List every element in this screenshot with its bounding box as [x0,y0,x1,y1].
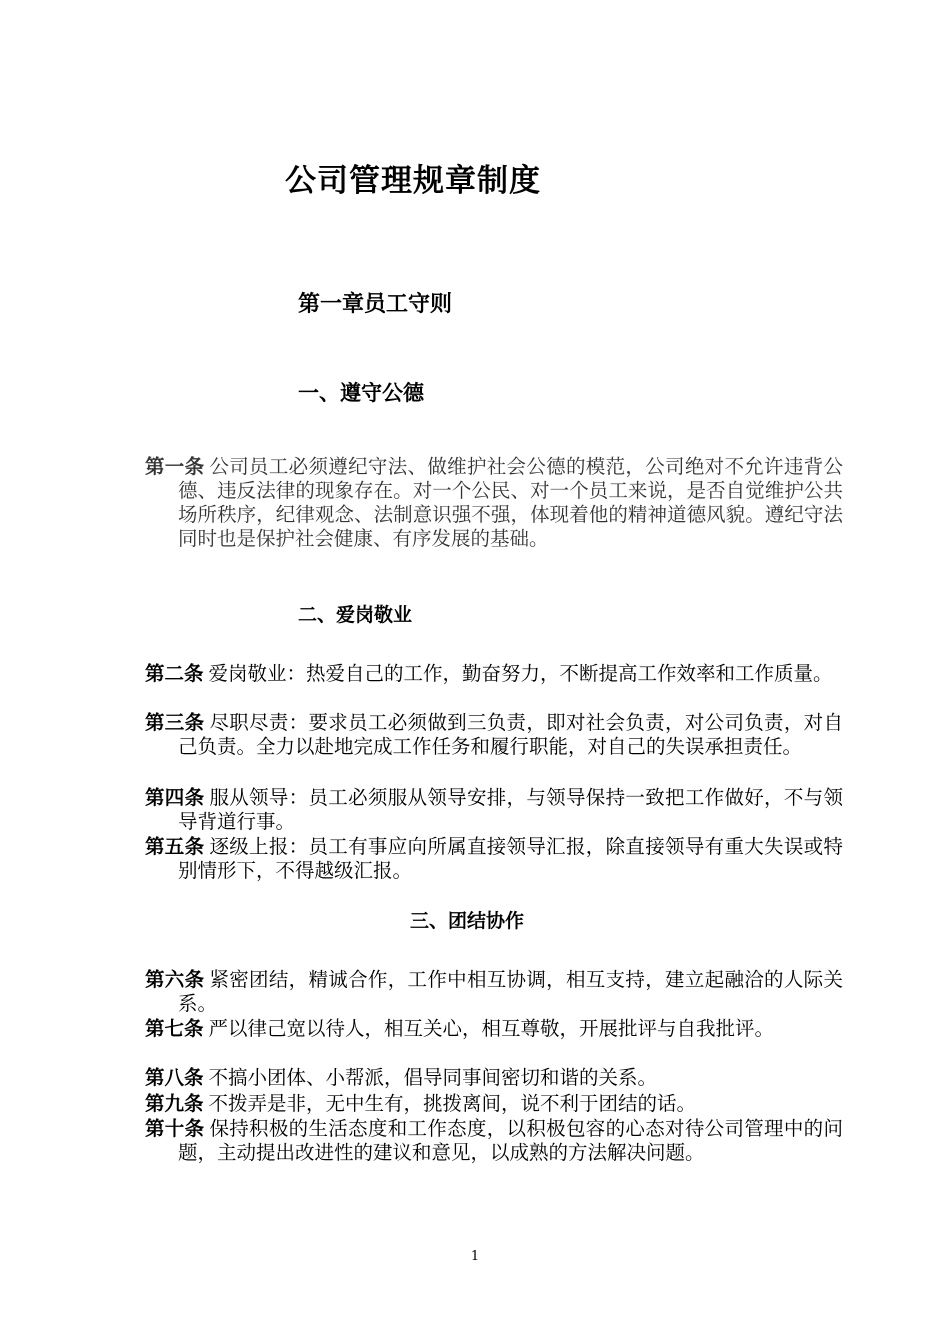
article-label: 第四条 [145,786,205,809]
article-label: 第五条 [145,835,205,858]
article-7 [145,1017,843,1041]
article-5 [145,835,843,883]
section-heading-2: 二、爱岗敬业 [298,604,413,626]
article-text: 严以律己宽以待人，相互关心，相互尊敬，开展批评与自我批评。 [208,1017,775,1040]
article-3 [145,711,843,759]
article-label: 第八条 [145,1066,204,1089]
article-label: 第七条 [145,1017,204,1040]
article-text: 公司员工必须遵纪守法、做维护社会公德的模范，公司绝对不允许违背公德、违反法律的现象存在。对一个公民、对一个员工来说，是否自觉维护公共场所秩序，纪律观念、法制意识强不强，体现着他的精神道德风貌。遵纪守法同时也是保护社会健康、有序发展的基础。 [178,455,843,550]
article-4 [145,786,843,834]
article-text: 尽职尽责：要求员工必须做到三负责，即对社会负责，对公司负责，对自己负责。全力以赴地完成工作任务和履行职能，对自己的失误承担责任。 [178,711,843,758]
article-label: 第六条 [145,968,205,991]
article-text: 逐级上报：员工有事应向所属直接领导汇报，除直接领导有重大失误或特别情形下，不得越级汇报。 [178,835,843,882]
chapter-heading: 第一章员工守则 [298,292,453,317]
article-label: 第一条 [145,455,205,478]
article-text: 保持积极的生活态度和工作态度，以积极包容的心态对待公司管理中的问题，主动提出改进性的建议和意见，以成熟的方法解决问题。 [178,1117,843,1164]
section-heading-1: 一、遵守公德 [298,381,424,405]
article-9 [145,1092,843,1116]
article-text: 紧密团结，精诚合作，工作中相互协调，相互支持，建立起融洽的人际关系。 [178,968,843,1015]
article-text: 不拨弄是非，无中生有，挑拨离间，说不利于团结的话。 [208,1092,697,1115]
article-label: 第十条 [145,1117,205,1140]
article-text: 不搞小团体、小帮派，倡导同事间密切和谐的关系。 [208,1066,658,1089]
article-1 [145,455,843,551]
document-title: 公司管理规章制度 [285,163,541,199]
article-label: 第三条 [145,711,205,734]
article-8 [145,1066,843,1090]
article-2 [145,662,843,686]
article-label: 第二条 [145,662,204,685]
section-heading-3: 三、团结协作 [410,910,525,932]
page-number: 1 [470,1249,480,1264]
article-6 [145,968,843,1016]
article-label: 第九条 [145,1092,204,1115]
article-text: 服从领导：员工必须服从领导安排，与领导保持一致把工作做好，不与领导背道行事。 [178,786,843,833]
article-10 [145,1117,843,1165]
article-text: 爱岗敬业：热爱自己的工作，勤奋努力，不断提高工作效率和工作质量。 [208,662,833,685]
